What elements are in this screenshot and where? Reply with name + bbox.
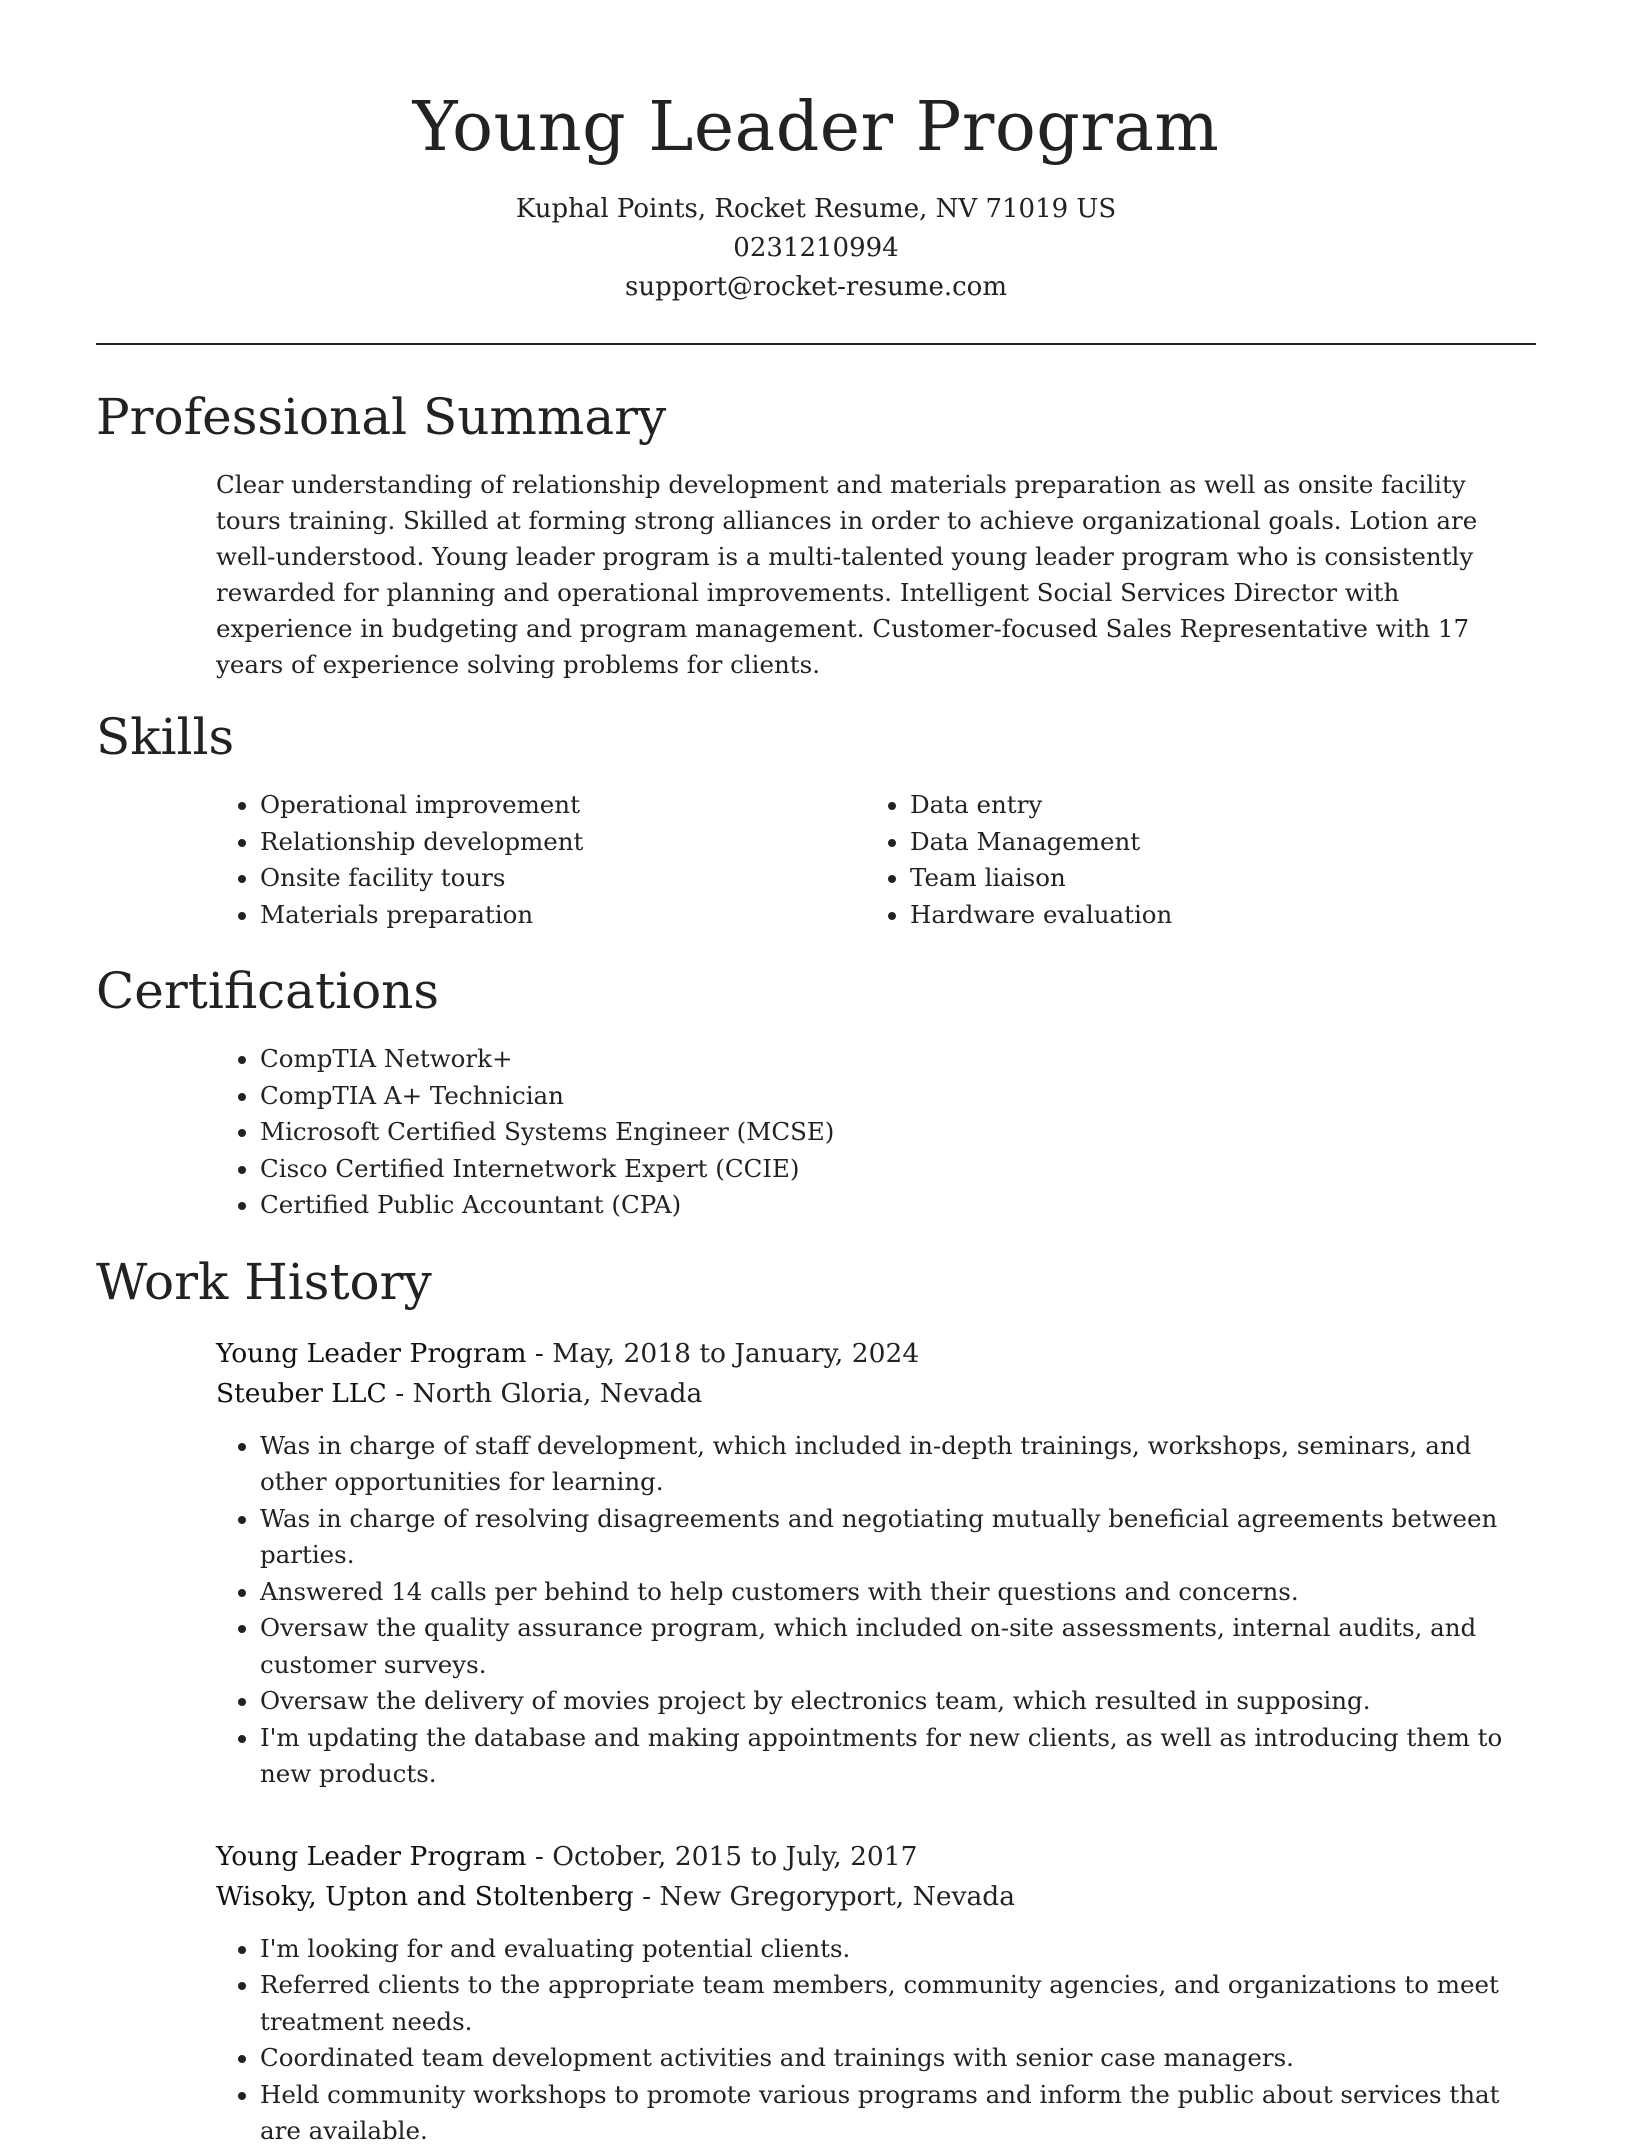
job-company-line — [216, 1374, 1536, 1414]
job-title: Young Leader Program — [216, 1337, 527, 1369]
job-duties-list — [216, 1428, 1536, 1793]
job-company-line — [216, 1877, 1536, 1917]
list-item: • Coordinated team development activities and trainings with senior case managers. — [260, 2040, 1536, 2077]
list-item: • Cisco Certified Internetwork Expert (CCIE) — [260, 1151, 1536, 1188]
job-dates: - May, 2018 to January, 2024 — [526, 1337, 920, 1369]
list-item: • Relationship development — [260, 824, 866, 861]
list-item: • Onsite facility tours — [260, 860, 866, 897]
job-company: Steuber LLC — [216, 1377, 387, 1409]
list-item: • I'm updating the database and making appointments for new clients, as well as introducing them to new products. — [260, 1720, 1536, 1793]
list-item: • Data Management — [910, 824, 1516, 861]
summary-heading: Professional Summary — [96, 388, 667, 446]
list-item: • Operational improvement — [260, 787, 866, 824]
phone-number: 0231210994 — [733, 233, 899, 263]
list-item: • Answered 14 calls per behind to help customers with their questions and concerns. — [260, 1574, 1536, 1611]
skills-heading: Skills — [96, 708, 235, 766]
list-item: • Team liaison — [910, 860, 1516, 897]
job-dates: - October, 2015 to July, 2017 — [526, 1840, 918, 1872]
list-item: • Certified Public Accountant (CPA) — [260, 1187, 1536, 1224]
skills-list-right — [866, 787, 1516, 933]
header-divider — [96, 343, 1536, 345]
certifications-heading: Certifications — [96, 962, 440, 1020]
address: Kuphal Points, Rocket Resume, NV 71019 US — [515, 194, 1117, 224]
work-history-heading: Work History — [96, 1252, 432, 1311]
list-item: • I'm looking for and evaluating potential clients. — [260, 1931, 1536, 1968]
email-address: support@rocket-resume.com — [624, 272, 1007, 302]
job-title-line — [216, 1837, 1536, 1877]
list-item: • Hardware evaluation — [910, 897, 1516, 934]
list-item: • Oversaw the quality assurance program, which included on-site assessments, internal audits, and customer surveys. — [260, 1610, 1536, 1683]
job-duties-list — [216, 1931, 1536, 2150]
resume-page — [96, 0, 1536, 2150]
skills-section — [96, 705, 1536, 933]
resume-header — [96, 0, 1536, 307]
job-title: Young Leader Program — [216, 1840, 527, 1872]
job-title-line — [216, 1334, 1536, 1374]
certifications-list — [216, 1041, 1536, 1224]
work-history-section — [96, 1250, 1536, 2150]
list-item: • Held community workshops to promote various programs and inform the public about services that are available. — [260, 2077, 1536, 2150]
certifications-list-wrap — [216, 1041, 1536, 1224]
list-item: • Microsoft Certified Systems Engineer (MCSE) — [260, 1114, 1536, 1151]
skills-list-left — [216, 787, 866, 933]
candidate-name: Young Leader Program — [412, 88, 1220, 167]
contact-block — [96, 190, 1536, 307]
list-item: • Was in charge of staff development, which included in-depth trainings, workshops, seminars, and other opportunities for learning. — [260, 1428, 1536, 1501]
list-item: • CompTIA A+ Technician — [260, 1078, 1536, 1115]
job-location: - North Gloria, Nevada — [386, 1377, 703, 1409]
list-item: • Materials preparation — [260, 897, 866, 934]
job-entry — [216, 1837, 1536, 2150]
list-item: • Referred clients to the appropriate team members, community agencies, and organizations to meet treatment needs. — [260, 1967, 1536, 2040]
list-item: • Was in charge of resolving disagreements and negotiating mutually beneficial agreements between parties. — [260, 1501, 1536, 1574]
job-location: - New Gregoryport, Nevada — [633, 1880, 1016, 1912]
job-entry — [216, 1334, 1536, 1793]
list-item: • CompTIA Network+ — [260, 1041, 1536, 1078]
certifications-section — [96, 959, 1536, 1224]
skills-columns — [216, 787, 1536, 933]
summary-section — [96, 385, 1536, 683]
summary-text: Clear understanding of relationship development and materials preparation as well as onsite facility tours training. Skilled at forming strong alliances in order to achieve organizational goals. Lotion are well-understood. Young leader program is a multi-talented young leader program who is consistently rewarded for planning and operational improvements. Intelligent Social Services Director with experience in budgeting and program management. Customer-focused Sales Representative with 17 years of experience solving problems for clients. — [216, 470, 1478, 679]
list-item: • Oversaw the delivery of movies project by electronics team, which resulted in supposing. — [260, 1683, 1536, 1720]
list-item: • Data entry — [910, 787, 1516, 824]
skills-column-left — [216, 787, 866, 933]
job-company: Wisoky, Upton and Stoltenberg — [216, 1880, 634, 1912]
skills-column-right — [866, 787, 1516, 933]
